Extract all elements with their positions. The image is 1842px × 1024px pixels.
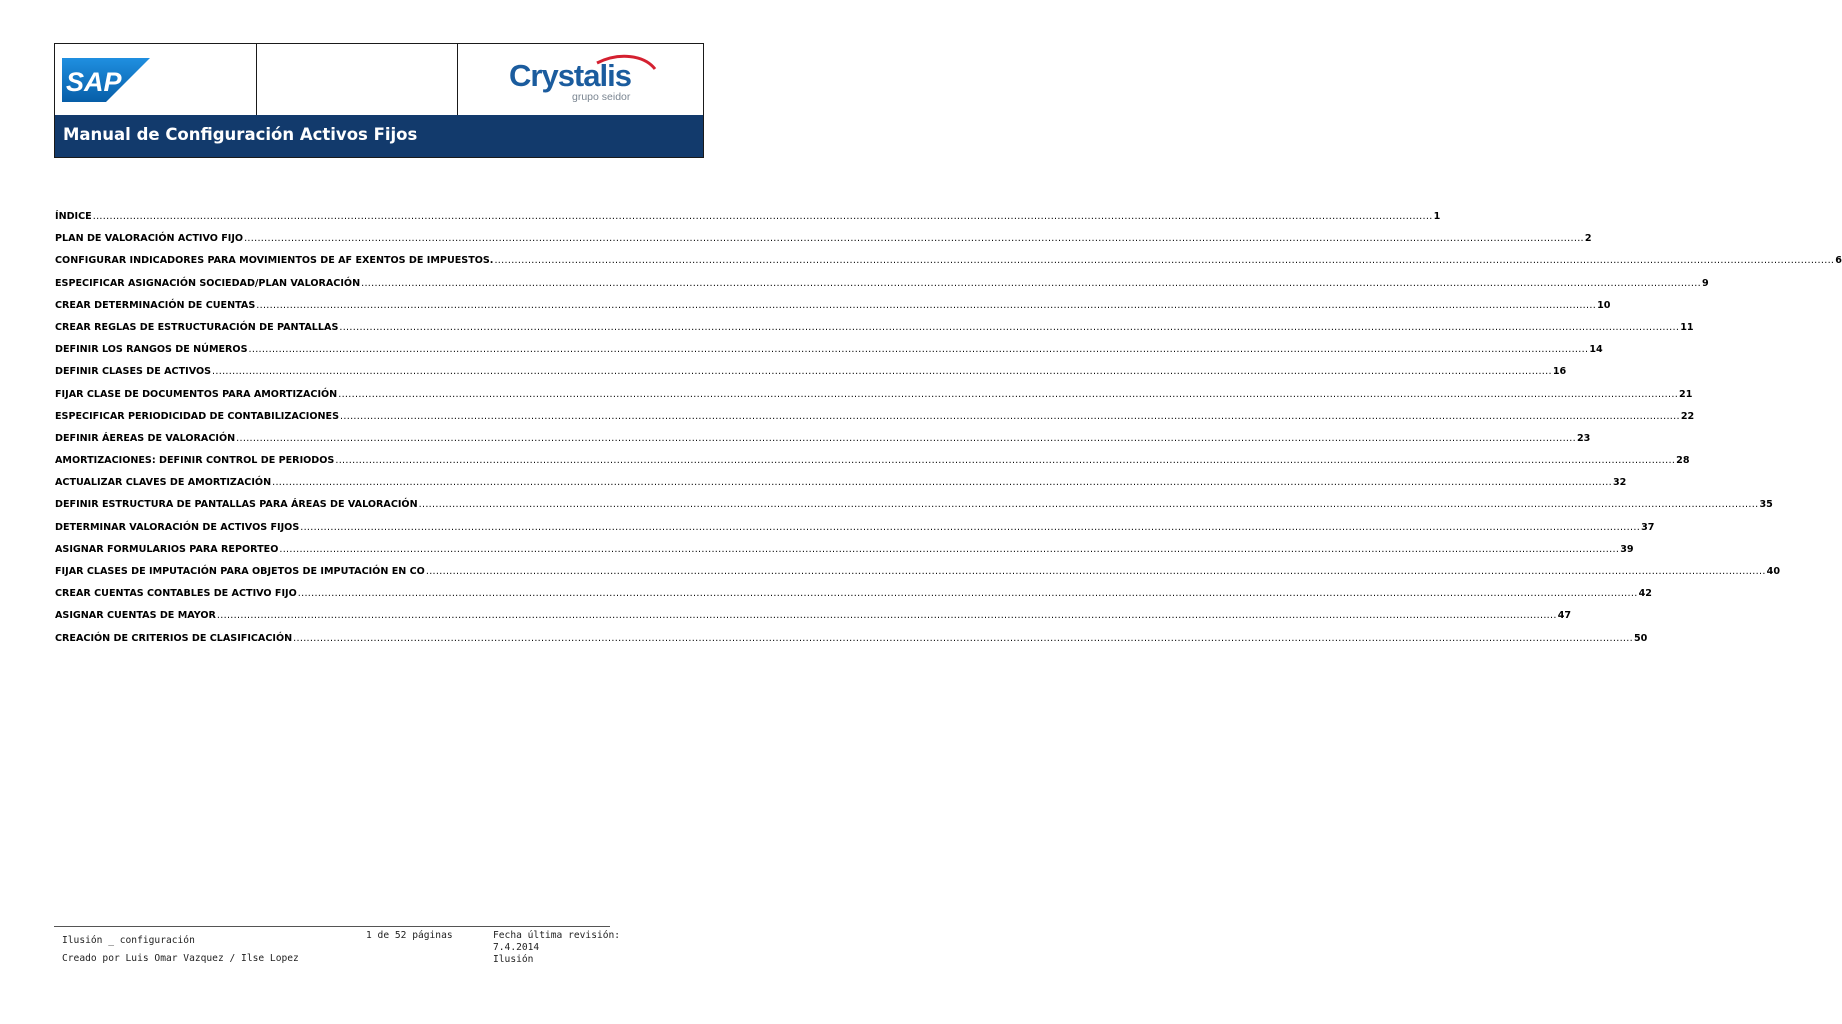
toc-dot-leader: ................................................................................................................................................................................................................................................................................................................................................................................................................ [279, 543, 1620, 555]
toc-entry-page-number: 11 [1680, 321, 1694, 333]
document-header [54, 43, 704, 158]
crystalis-logo [509, 55, 659, 105]
toc-dot-leader: ................................................................................................................................................................................................................................................................................................................................................................................................................ [236, 432, 1576, 444]
toc-entry-title: FIJAR CLASE DE DOCUMENTOS PARA AMORTIZACIÓN [55, 388, 338, 400]
toc-entry-title: AMORTIZACIONES: DEFINIR CONTROL DE PERIODOS [55, 455, 335, 467]
toc-entry[interactable] [55, 521, 1655, 544]
toc-entry[interactable] [55, 432, 1591, 455]
toc-entry-title: DETERMINAR VALORACIÓN DE ACTIVOS FIJOS [55, 521, 300, 533]
toc-entry-page-number: 16 [1552, 366, 1567, 378]
toc-entry[interactable] [55, 543, 1634, 566]
toc-dot-leader: ................................................................................................................................................................................................................................................................................................................................................................................................................ [244, 233, 1584, 245]
toc-entry-page-number: 9 [1701, 277, 1709, 289]
toc-dot-leader: ................................................................................................................................................................................................................................................................................................................................................................................................................ [216, 610, 1557, 622]
toc-entry[interactable] [55, 233, 1592, 255]
toc-dot-leader: ................................................................................................................................................................................................................................................................................................................................................................................................................ [340, 410, 1680, 422]
toc-entry-page-number: 2 [1584, 233, 1592, 245]
toc-dot-leader: ................................................................................................................................................................................................................................................................................................................................................................................................................ [300, 521, 1641, 533]
toc-entry[interactable] [55, 344, 1603, 366]
footer-page-info: 1 de 52 páginas [366, 930, 453, 941]
footer-revision-date: 7.4.2014 [493, 942, 540, 953]
toc-dot-leader: ................................................................................................................................................................................................................................................................................................................................................................................................................ [425, 566, 1766, 577]
document-title: Manual de Configuración Activos Fijos [63, 125, 418, 144]
toc-entry-page-number: 39 [1620, 543, 1634, 555]
toc-entry[interactable] [55, 388, 1693, 411]
toc-entry[interactable] [55, 610, 1572, 632]
toc-dot-leader: ................................................................................................................................................................................................................................................................................................................................................................................................................ [297, 588, 1638, 600]
toc-entry[interactable] [55, 211, 1441, 233]
toc-entry-page-number: 37 [1641, 521, 1655, 533]
table-of-contents [55, 211, 1842, 655]
toc-entry-title: DEFINIR ESTRUCTURA DE PANTALLAS PARA ÁREAS DE VALORACIÓN [55, 499, 418, 511]
toc-entry[interactable] [55, 366, 1567, 388]
toc-entry-title: CREAR CUENTAS CONTABLES DE ACTIVO FIJO [55, 588, 297, 600]
toc-entry-page-number: 14 [1589, 344, 1603, 356]
toc-dot-leader: ................................................................................................................................................................................................................................................................................................................................................................................................................ [339, 321, 1680, 333]
toc-entry-title: CREAR DETERMINACIÓN DE CUENTAS [55, 299, 256, 311]
toc-entry[interactable] [55, 499, 1773, 521]
header-logo-row [55, 44, 703, 115]
toc-entry-title: DEFINIR LOS RANGOS DE NÚMEROS [55, 344, 248, 356]
sap-logo [62, 58, 150, 102]
toc-entry[interactable] [55, 255, 1842, 277]
toc-entry-title: CONFIGURAR INDICADORES PARA MOVIMIENTOS DE AF EXENTOS DE IMPUESTOS. [55, 255, 494, 267]
toc-entry[interactable] [55, 588, 1652, 610]
toc-entry-title: PLAN DE VALORACIÓN ACTIVO FIJO [55, 233, 244, 245]
footer-document-name: Ilusión _ configuración [62, 935, 195, 946]
toc-entry-title: FIJAR CLASES DE IMPUTACIÓN PARA OBJETOS DE IMPUTACIÓN EN CO [55, 566, 425, 577]
toc-dot-leader: ................................................................................................................................................................................................................................................................................................................................................................................................................ [361, 277, 1701, 289]
toc-entry-title: ASIGNAR CUENTAS DE MAYOR [55, 610, 216, 622]
toc-entry-page-number: 23 [1576, 432, 1591, 444]
toc-entry-title: ESPECIFICAR ASIGNACIÓN SOCIEDAD/PLAN VALORACIÓN [55, 277, 361, 289]
toc-dot-leader: ................................................................................................................................................................................................................................................................................................................................................................................................................ [272, 477, 1612, 489]
toc-entry[interactable] [55, 277, 1709, 300]
toc-entry[interactable] [55, 299, 1611, 322]
toc-entry-title: DEFINIR CLASES DE ACTIVOS [55, 366, 212, 378]
toc-entry[interactable] [55, 477, 1627, 499]
footer-divider [54, 926, 610, 927]
toc-entry-title: ÍNDICE [55, 211, 92, 222]
toc-dot-leader: ................................................................................................................................................................................................................................................................................................................................................................................................................ [212, 366, 1552, 378]
toc-dot-leader: ................................................................................................................................................................................................................................................................................................................................................................................................................ [338, 388, 1679, 400]
toc-entry-page-number: 6 [1835, 255, 1842, 267]
toc-entry-title: CREACIÓN DE CRITERIOS DE CLASIFICACIÓN [55, 632, 293, 644]
toc-dot-leader: ................................................................................................................................................................................................................................................................................................................................................................................................................ [418, 499, 1759, 511]
toc-dot-leader: ................................................................................................................................................................................................................................................................................................................................................................................................................ [335, 455, 1676, 467]
sap-logo-text: SAP [66, 67, 122, 97]
toc-entry-page-number: 47 [1557, 610, 1572, 622]
toc-entry-page-number: 22 [1680, 410, 1695, 422]
toc-entry-page-number: 1 [1433, 211, 1441, 222]
toc-entry-page-number: 10 [1597, 299, 1611, 311]
toc-entry-page-number: 42 [1638, 588, 1652, 600]
toc-entry-page-number: 50 [1633, 632, 1648, 644]
toc-entry-title: ASIGNAR FORMULARIOS PARA REPORTEO [55, 543, 279, 555]
header-empty-cell [257, 44, 458, 115]
footer-created-by: Creado por Luis Omar Vazquez / Ilse Lopez [62, 953, 299, 964]
toc-entry[interactable] [55, 410, 1695, 433]
sap-logo-cell [55, 44, 257, 115]
toc-entry-title: ESPECIFICAR PERIODICIDAD DE CONTABILIZACIONES [55, 410, 340, 422]
title-bar [55, 115, 703, 157]
toc-dot-leader: ................................................................................................................................................................................................................................................................................................................................................................................................................ [293, 632, 1633, 644]
toc-dot-leader: ................................................................................................................................................................................................................................................................................................................................................................................................................ [494, 255, 1835, 267]
toc-entry[interactable] [55, 321, 1694, 344]
toc-entry-page-number: 35 [1759, 499, 1773, 511]
toc-dot-leader: ................................................................................................................................................................................................................................................................................................................................................................................................................ [92, 211, 1433, 222]
crystalis-logo-cell [458, 44, 703, 115]
crystalis-tagline: grupo seidor [572, 91, 631, 103]
footer-project: Ilusión [493, 954, 534, 965]
toc-entry-page-number: 28 [1676, 455, 1690, 467]
toc-entry[interactable] [55, 455, 1690, 477]
toc-entry-title: CREAR REGLAS DE ESTRUCTURACIÓN DE PANTALLAS [55, 321, 339, 333]
toc-dot-leader: ................................................................................................................................................................................................................................................................................................................................................................................................................ [256, 299, 1597, 311]
toc-entry[interactable] [55, 632, 1648, 655]
toc-entry-page-number: 21 [1679, 388, 1693, 400]
toc-entry-page-number: 32 [1612, 477, 1627, 489]
toc-dot-leader: ................................................................................................................................................................................................................................................................................................................................................................................................................ [248, 344, 1589, 356]
toc-entry-title: DEFINIR ÁEREAS DE VALORACIÓN [55, 432, 236, 444]
toc-entry-title: ACTUALIZAR CLAVES DE AMORTIZACIÓN [55, 477, 272, 489]
crystalis-logo-text: Crystalis [509, 58, 631, 93]
footer-revision-label: Fecha última revisión: [493, 930, 621, 941]
toc-entry-page-number: 40 [1766, 566, 1781, 577]
toc-entry[interactable] [55, 566, 1781, 588]
